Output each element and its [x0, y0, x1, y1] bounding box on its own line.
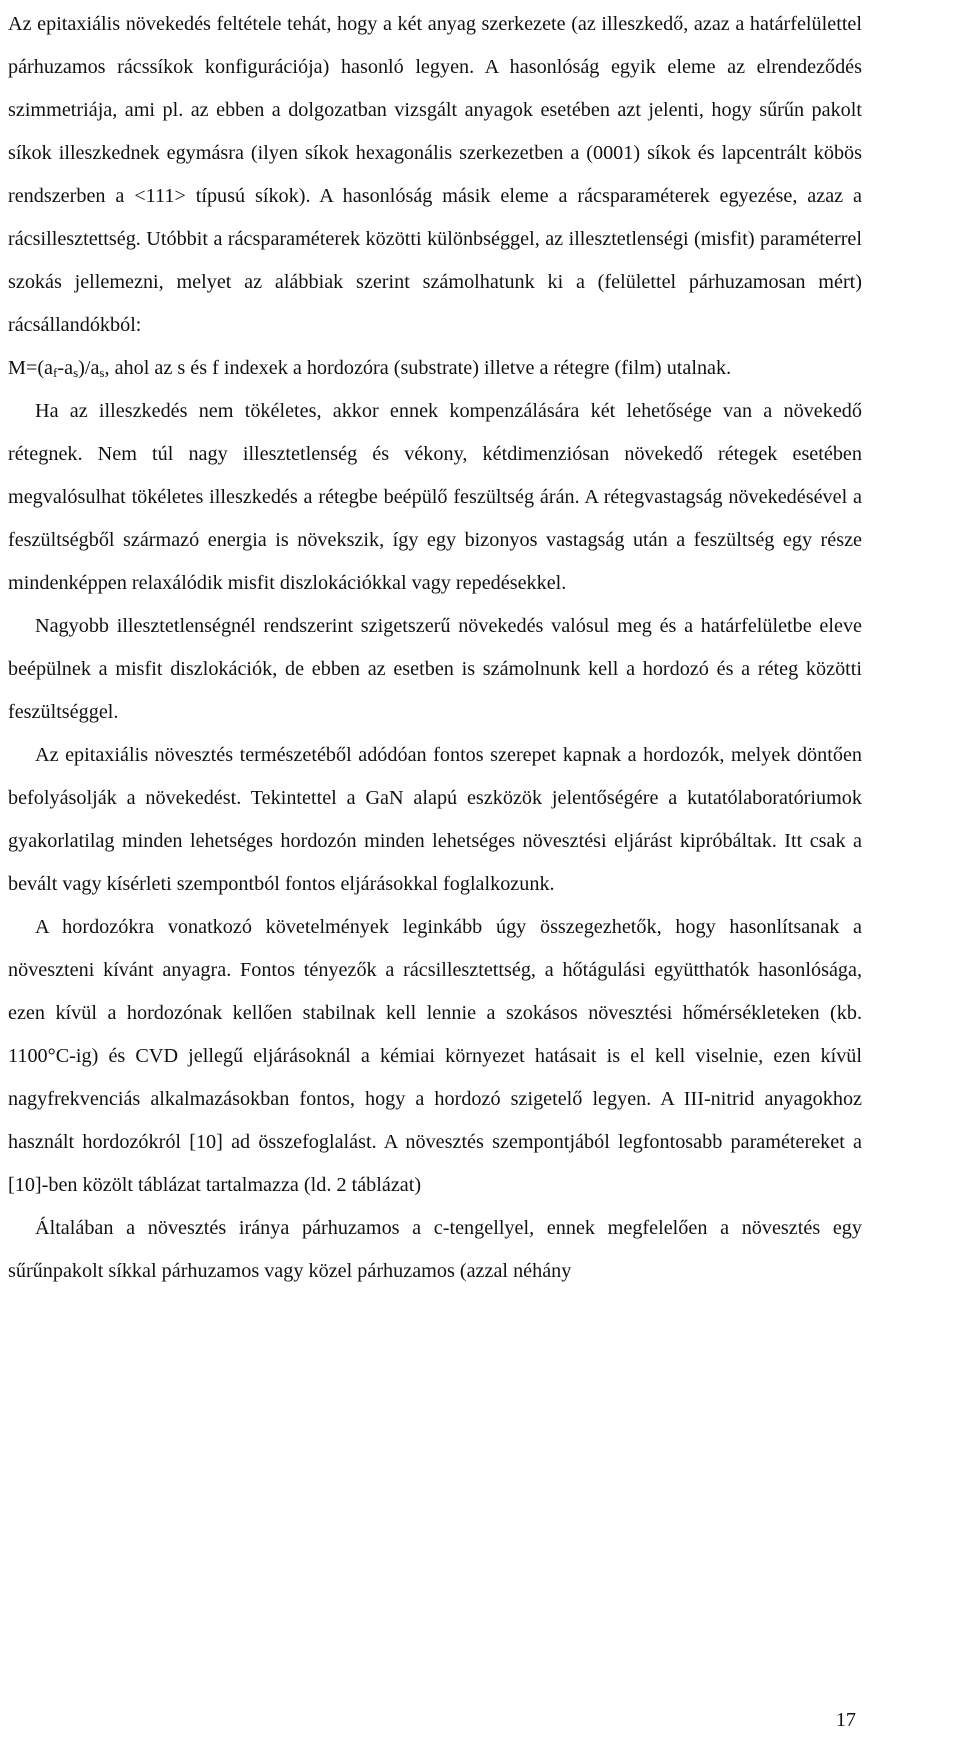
paragraph-imperfect-fit: Ha az illeszkedés nem tökéletes, akkor ennek kompenzálására két lehetősége van a növekedő rétegnek. Nem túl nagy illesztetlenség és vékony, kétdimenziósan növekedő rétegek esetében megvalósulhat tökéletes illeszkedés a rétegbe beépülő feszültség árán. A rétegvastagság növekedésével a feszültségből származó energia is növekszik, így egy bizonyos vastagság után a feszültség egy része mindenképpen relaxálódik misfit diszlokációkkal vagy repedésekkel.	[8, 400, 862, 594]
paragraph-growth-direction: Általában a növesztés iránya párhuzamos a c-tengellyel, ennek megfelelően a növesztés egy sűrűnpakolt síkkal párhuzamos vagy közel párhuzamos (azzal néhány	[8, 1217, 862, 1282]
paragraph-substrate-requirements: A hordozókra vonatkozó követelmények leginkább úgy összegezhetők, hogy hasonlítsanak a növeszteni kívánt anyagra. Fontos tényezők a rácsillesztettség, a hőtágulási együtthatók hasonlósága, ezen kívül a hordozónak kellően stabilnak kell lennie a szokásos növesztési hőmérsékleteken (kb. 1100°C-ig) és CVD jellegű eljárásoknál a kémiai környezet hatásait is el kell viselnie, ezen kívül nagyfrekvenciás alkalmazásokban fontos, hogy a hordozó szigetelő legyen. A III-nitrid anyagokhoz használt hordozókról [10] ad összefoglalást. A növesztés szempontjából legfontosabb paramétereket a [10]-ben közölt táblázat tartalmazza (ld. 2 táblázat)	[8, 916, 862, 1196]
formula-part: )/a	[78, 357, 100, 379]
misfit-formula	[8, 347, 862, 390]
paragraph-epitaxy-condition: Az epitaxiális növekedés feltétele tehát, hogy a két anyag szerkezete (az illeszkedő, azaz a határfelülettel párhuzamos rácssíkok konfigurációja) hasonló legyen. A hasonlóság egyik eleme az elrendeződés szimmetriája, ami pl. az ebben a dolgozatban vizsgált anyagok esetében azt jelenti, hogy sűrűn pakolt síkok illeszkednek egymásra (ilyen síkok hexagonális szerkezetben a (0001) síkok és lapcentrált köbös rendszerben a <111> típusú síkok). A hasonlóság másik eleme a rácsparaméterek egyezése, azaz a rácsillesztettség. Utóbbit a rácsparaméterek közötti különbséggel, az illesztetlenségi (misfit) paraméterrel szokás jellemezni, melyet az alábbiak szerint számolhatunk ki a (felülettel párhuzamosan mért) rácsállandókból:	[8, 13, 862, 336]
formula-part: M=(a	[8, 357, 54, 379]
formula-part: -a	[57, 357, 74, 379]
formula-subscript: s	[99, 365, 105, 380]
formula-explanation: , ahol az s és f indexek a hordozóra (substrate) illetve a rétegre (film) utalnak.	[104, 357, 732, 379]
formula-subscript: s	[73, 365, 79, 380]
paragraph-substrates-role: Az epitaxiális növesztés természetéből adódóan fontos szerepet kapnak a hordozók, melyek döntően befolyásolják a növekedést. Tekintettel a GaN alapú eszközök jelentőségére a kutatólaboratóriumok gyakorlatilag minden lehetséges hordozón minden lehetséges növesztési eljárást kipróbáltak. Itt csak a bevált vagy kísérleti szempontból fontos eljárásokkal foglalkozunk.	[8, 744, 862, 895]
paragraph-island-growth: Nagyobb illesztetlenségnél rendszerint szigetszerű növekedés valósul meg és a határfelületbe eleve beépülnek a misfit diszlokációk, de ebben az esetben is számolnunk kell a hordozó és a réteg közötti feszültséggel.	[8, 615, 862, 723]
page-number: 17	[835, 1709, 856, 1731]
formula-subscript: f	[53, 365, 58, 380]
body-text	[8, 3, 862, 1293]
